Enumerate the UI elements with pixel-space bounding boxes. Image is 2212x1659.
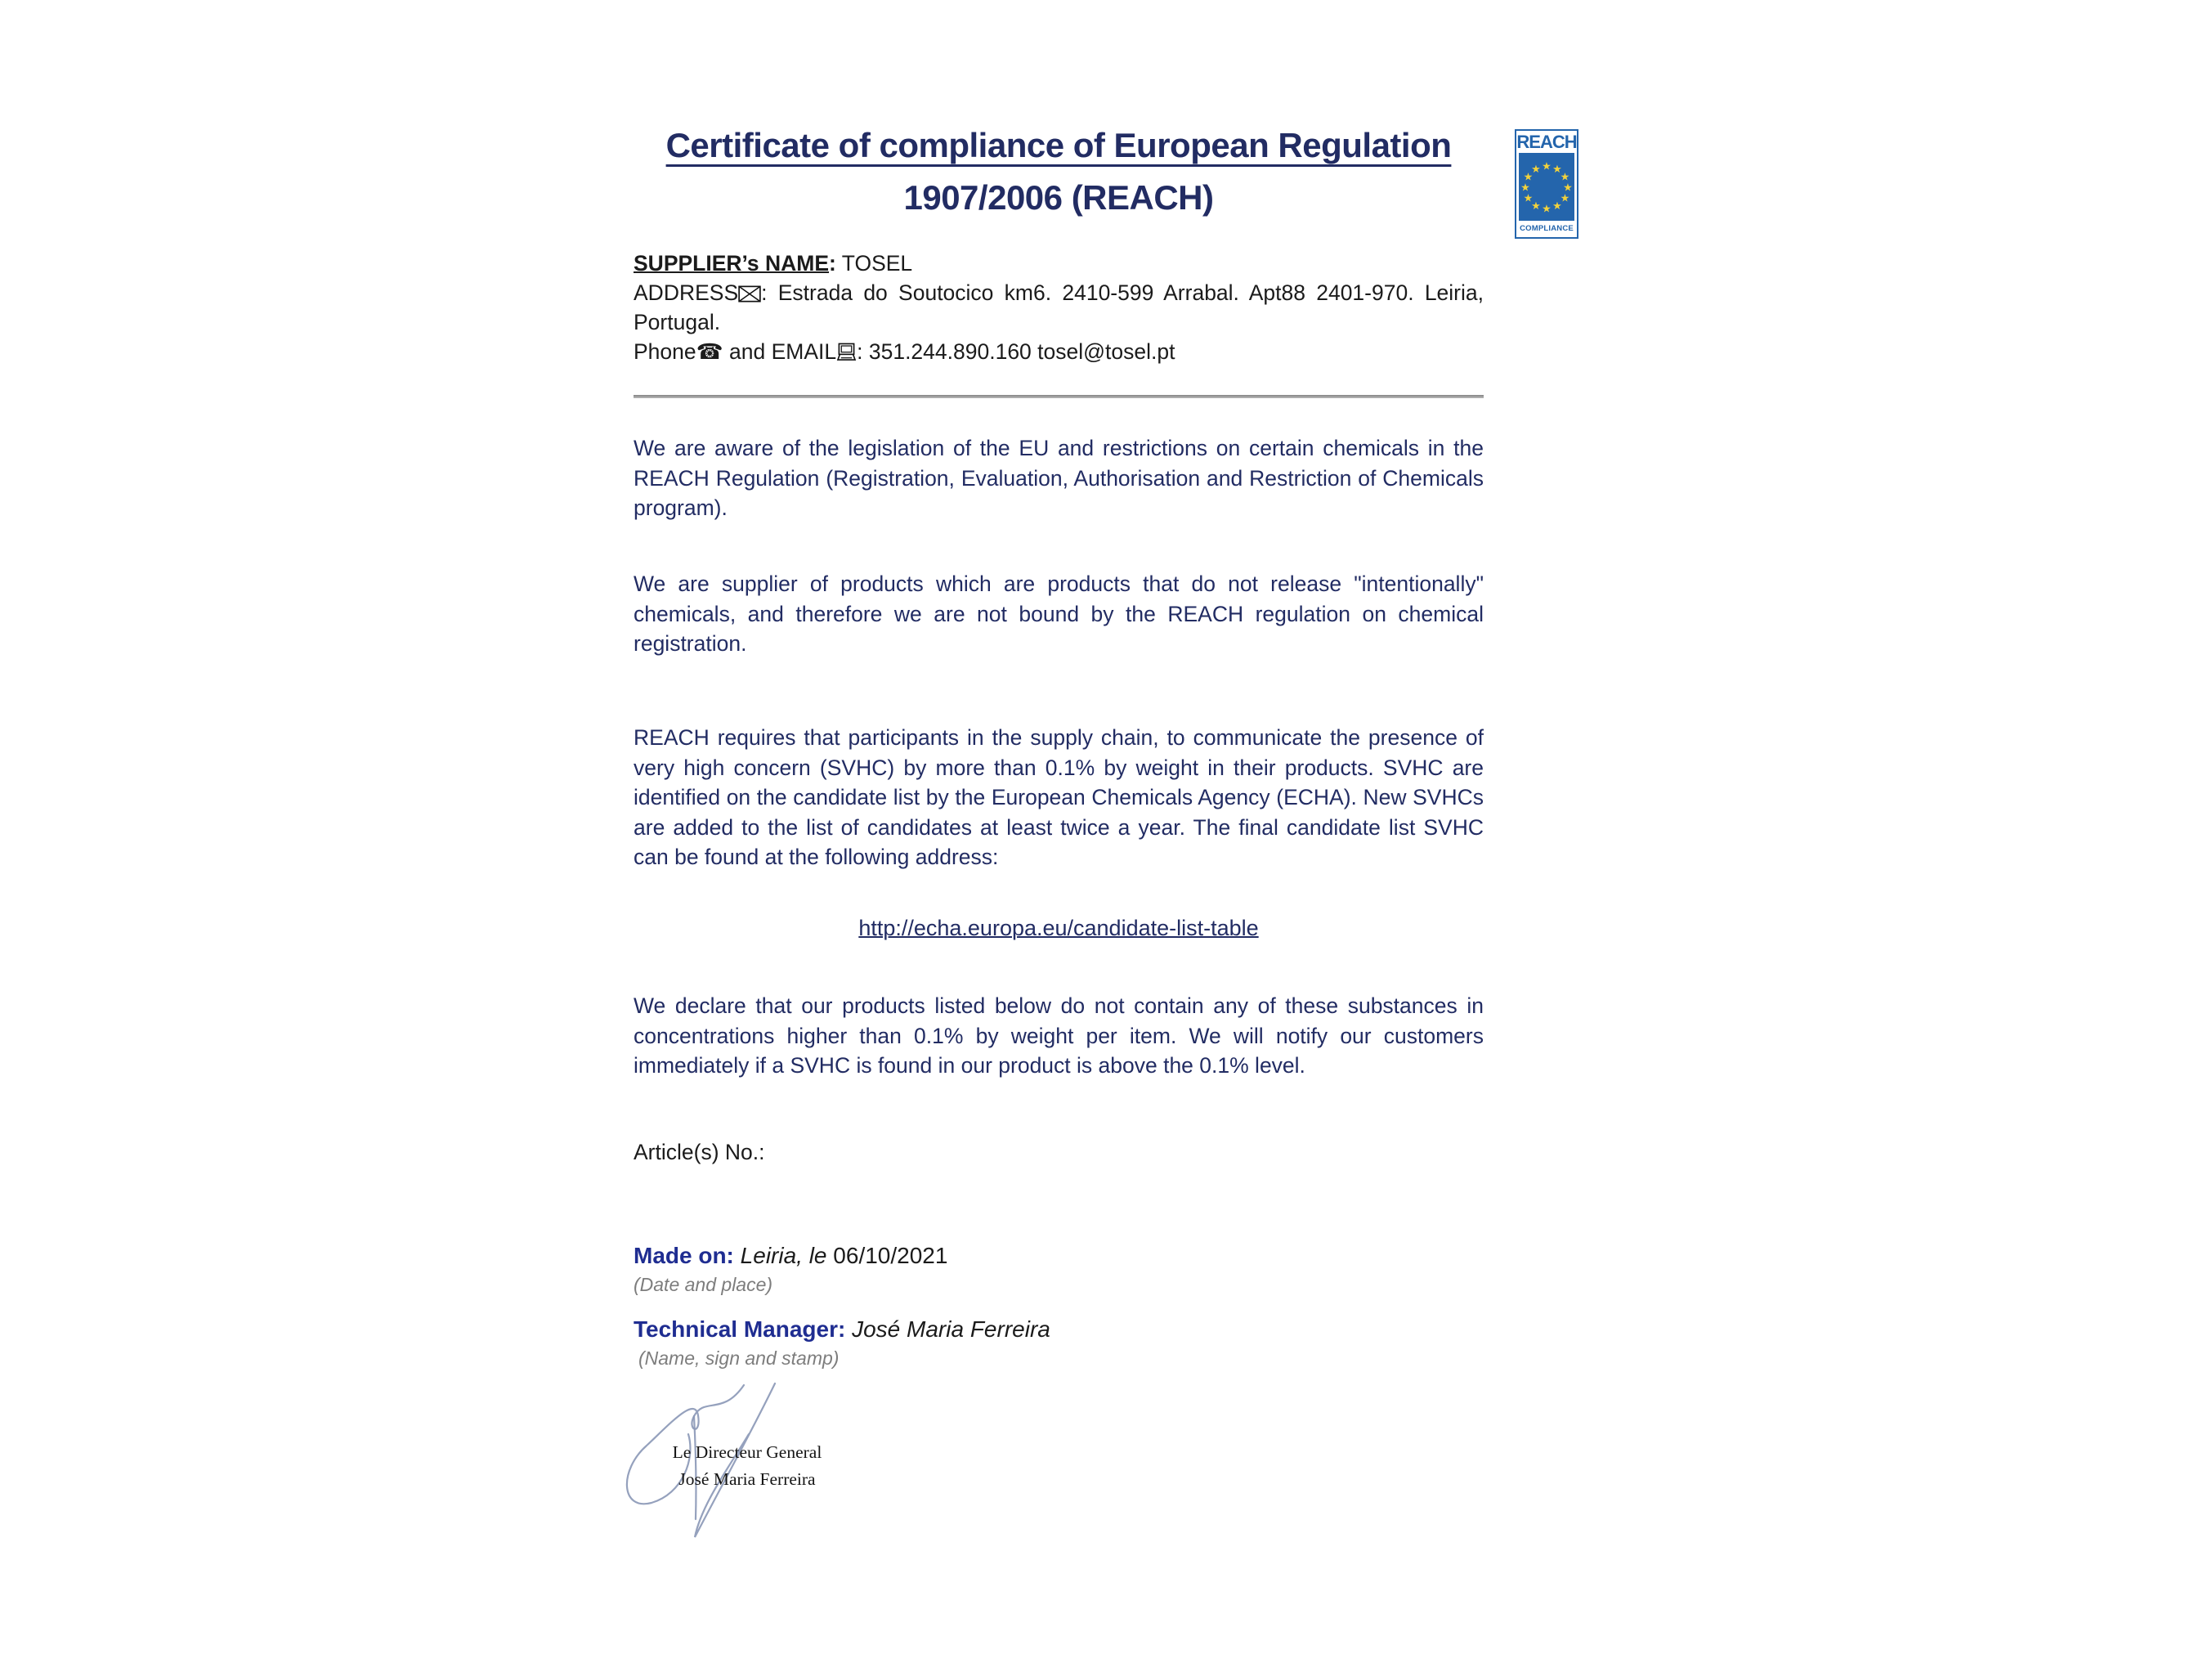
stamp-line1: Le Directeur General xyxy=(672,1442,822,1462)
svg-text:★: ★ xyxy=(1552,200,1562,213)
eu-stars xyxy=(1520,160,1573,215)
supplier-name-line xyxy=(634,249,1484,278)
computer-icon xyxy=(836,343,857,361)
svg-text:★: ★ xyxy=(1560,171,1570,183)
svg-text:★: ★ xyxy=(1560,192,1570,204)
svg-text:★: ★ xyxy=(1523,171,1534,183)
articles-label: Article(s) No.: xyxy=(634,1140,765,1164)
made-on-label: Made on: xyxy=(634,1243,734,1268)
title-line2: 1907/2006 (REACH) xyxy=(903,178,1214,217)
technical-manager-line xyxy=(634,1316,1484,1343)
page-title xyxy=(634,119,1484,224)
svg-text:★: ★ xyxy=(1542,160,1552,173)
supplier-name-label: SUPPLIER’s NAME xyxy=(634,251,830,276)
supplier-contact-line xyxy=(634,337,1484,367)
eu-stars-square xyxy=(1519,153,1574,221)
svg-text:★: ★ xyxy=(1531,200,1541,213)
address-label: ADDRESS xyxy=(634,280,739,305)
candidate-list-link[interactable]: http://echa.europa.eu/candidate-list-table xyxy=(858,916,1259,940)
address-value: : Estrada do Soutocico km6. 2410-599 Arrabal. Apt88 2401-970. Leiria, Portugal. xyxy=(634,280,1484,334)
envelope-x-icon xyxy=(738,285,761,303)
svg-text:★: ★ xyxy=(1563,182,1573,194)
candidate-list-link-line xyxy=(634,916,1484,941)
email-prefix: and EMAIL xyxy=(723,339,837,364)
svg-text:★: ★ xyxy=(1523,192,1534,204)
black-telephone-icon: ☎ xyxy=(696,339,723,365)
svg-text:★: ★ xyxy=(1542,203,1552,215)
stamp-text xyxy=(660,1439,834,1493)
paragraph-declaration: We declare that our products listed below do not contain any of these substances in concentrations higher than 0.1% by weight per item. We will notify our customers immediately if a SVHC is found in our product is above the 0.1% level. xyxy=(634,993,1484,1078)
paragraph-supplier-status: We are supplier of products which are products that do not release "intentionally" chemicals, and therefore we are not bound by the REACH regulation on chemical registration. xyxy=(634,572,1484,656)
paragraph-svhc: REACH requires that participants in the supply chain, to communicate the presence of very high concern (SVHC) by more than 0.1% by weight in their products. SVHC are identified on the candidate list by the European Chemicals Agency (ECHA). New SVHCs are added to the list of candidates at least twice a year. The final candidate list SVHC can be found at the following address: xyxy=(634,725,1484,869)
phone-label: Phone xyxy=(634,339,696,364)
section-divider xyxy=(634,395,1484,398)
supplier-block xyxy=(634,249,1484,367)
date-place-caption: (Date and place) xyxy=(634,1274,773,1295)
logo-reach-text: REACH xyxy=(1516,132,1577,152)
svg-text:★: ★ xyxy=(1520,182,1530,194)
supplier-name-value: TOSEL xyxy=(835,251,913,276)
title-line1: Certificate of compliance of European Regulation xyxy=(665,126,1452,164)
stamp-line2: José Maria Ferreira xyxy=(678,1469,816,1489)
made-on-place: Leiria, le xyxy=(733,1243,827,1268)
logo-compliance-text: COMPLIANCE xyxy=(1520,224,1574,233)
technical-manager-name: José Maria Ferreira xyxy=(845,1316,1050,1342)
made-on-line xyxy=(634,1243,1484,1269)
supplier-name-colon: : xyxy=(829,251,836,276)
made-on-date: 06/10/2021 xyxy=(826,1243,948,1268)
name-sign-stamp-caption: (Name, sign and stamp) xyxy=(638,1347,840,1369)
technical-manager-label: Technical Manager: xyxy=(634,1316,846,1342)
eu-stars-icon xyxy=(1520,154,1574,221)
svg-text:★: ★ xyxy=(1531,163,1541,176)
reach-compliance-logo xyxy=(1515,129,1578,239)
svg-text:★: ★ xyxy=(1552,163,1562,176)
paragraph-awareness: We are aware of the legislation of the EU and restrictions on certain chemicals in the REACH Regulation (Registration, Evaluation, Authorisation and Restriction of Chemicals program). xyxy=(634,436,1484,520)
contact-value: : 351.244.890.160 tosel@tosel.pt xyxy=(857,339,1175,364)
supplier-address-line xyxy=(634,278,1484,337)
